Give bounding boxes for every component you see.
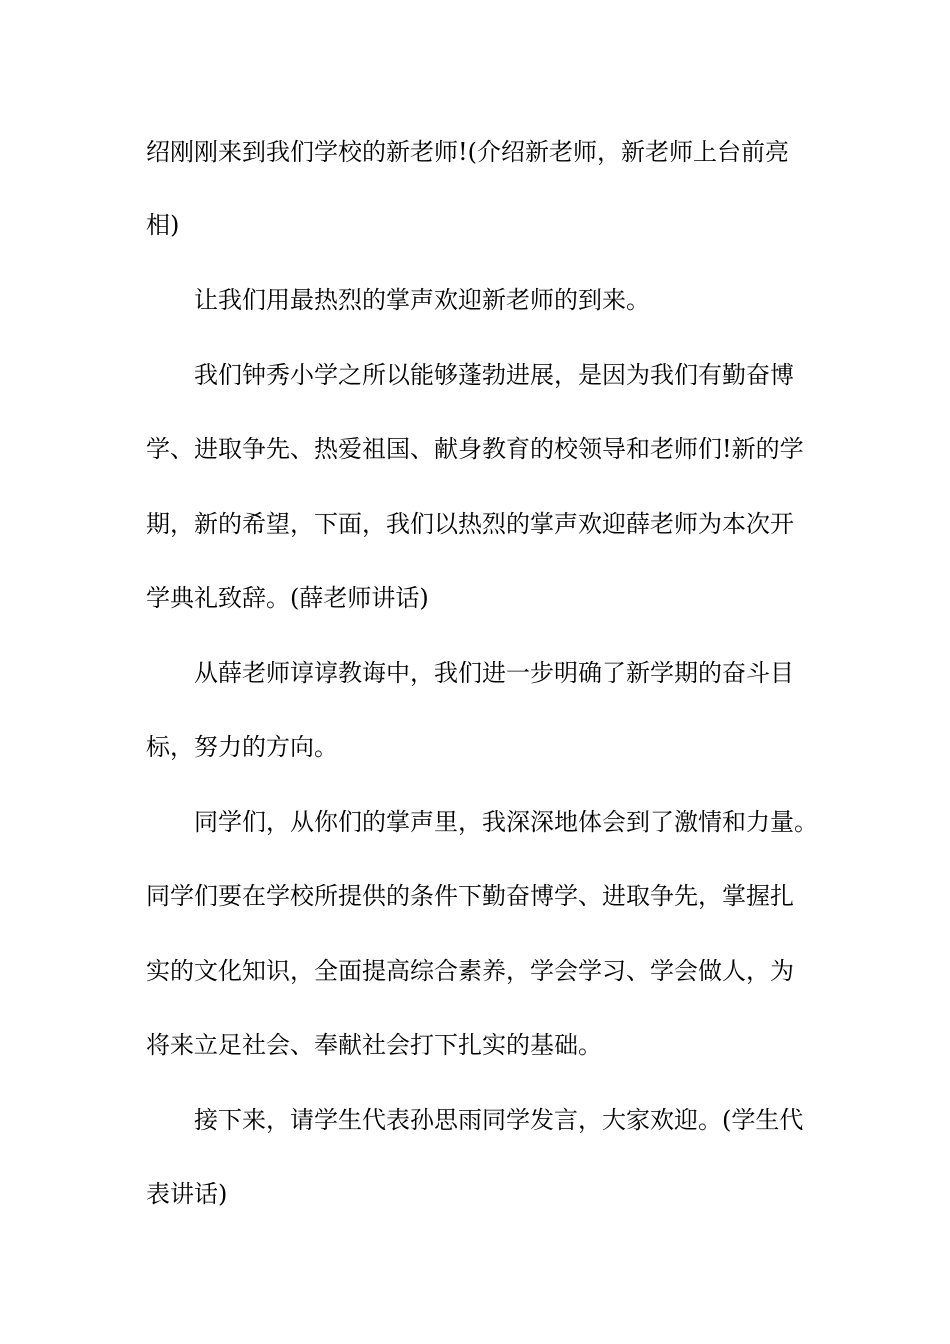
text-line: 将来立足社会、奉献社会打下扎实的基础。 bbox=[146, 1031, 602, 1059]
text-line: 实的文化知识，全面提高综合素养，学会学习、学会做人，为 bbox=[146, 957, 794, 985]
paragraph-first-line: 接下来，请学生代表孙思雨同学发言，大家欢迎。(学生代 bbox=[194, 1106, 804, 1134]
text-line: 表讲话) bbox=[146, 1180, 228, 1208]
text-line: 相) bbox=[146, 211, 180, 239]
text-line: 学、进取争先、热爱祖国、献身教育的校领导和老师们!新的学 bbox=[146, 435, 804, 463]
text-line: 学典礼致辞。(薛老师讲话) bbox=[146, 584, 429, 612]
text-line: 绍刚刚来到我们学校的新老师!(介绍新老师，新老师上台前亮 bbox=[146, 138, 790, 166]
paragraph-first-line: 同学们，从你们的掌声里，我深深地体会到了激情和力量。 bbox=[194, 808, 818, 836]
text-line: 同学们要在学校所提供的条件下勤奋博学、进取争先，掌握扎 bbox=[146, 882, 794, 910]
paragraph-first-line: 让我们用最热烈的掌声欢迎新老师的到来。 bbox=[194, 286, 650, 314]
text-line: 期，新的希望，下面，我们以热烈的掌声欢迎薛老师为本次开 bbox=[146, 510, 794, 538]
text-line: 标，努力的方向。 bbox=[146, 733, 338, 761]
paragraph-first-line: 从薛老师谆谆教诲中，我们进一步明确了新学期的奋斗目 bbox=[194, 659, 794, 687]
paragraph-first-line: 我们钟秀小学之所以能够蓬勃进展，是因为我们有勤奋博 bbox=[194, 361, 794, 389]
